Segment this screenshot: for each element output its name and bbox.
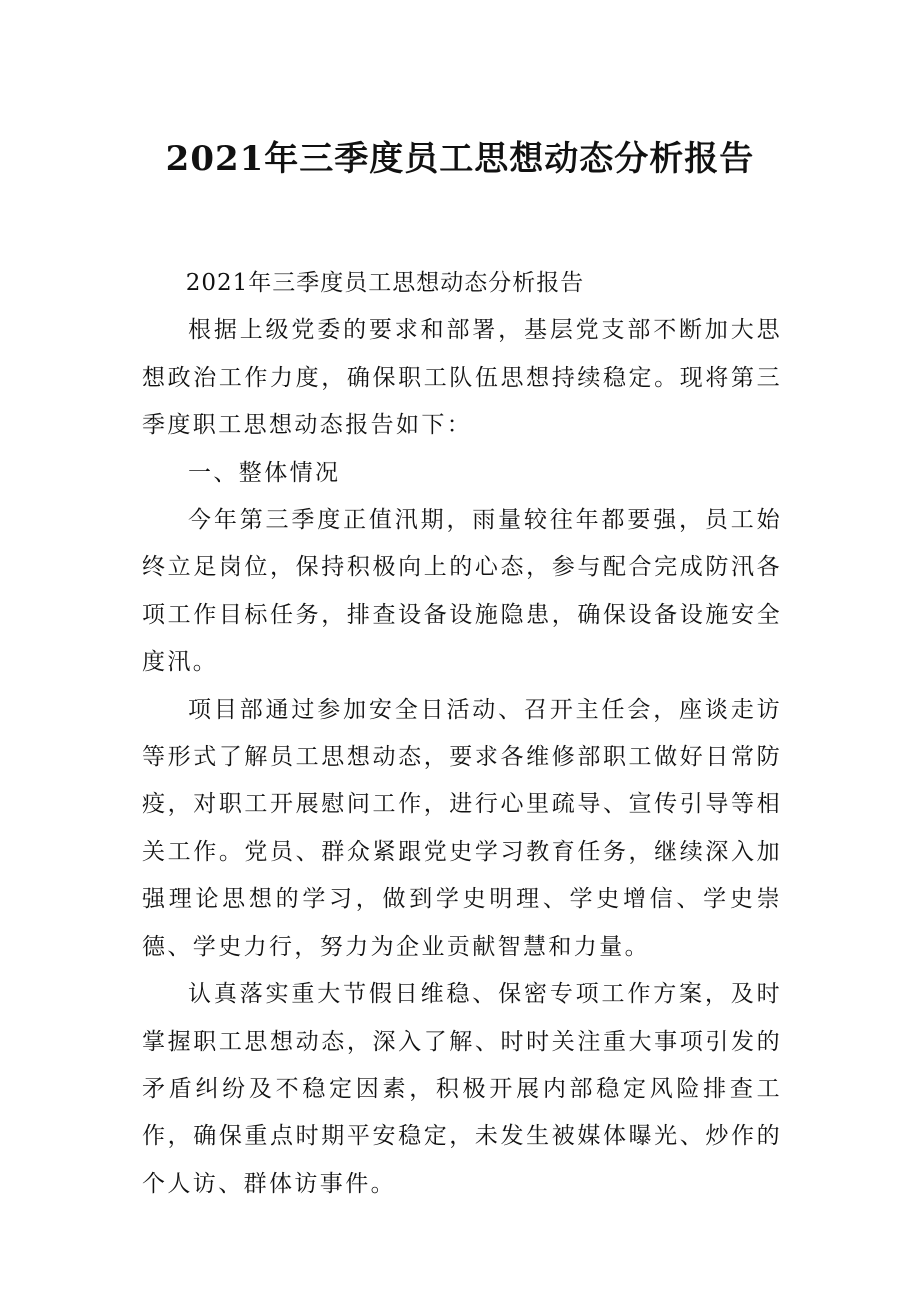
paragraph-stability: 认真落实重大节假日维稳、保密专项工作方案，及时掌握职工思想动态，深入了解、时时关注重大事项引发的矛盾纠纷及不稳定因素，积极开展内部稳定风险排查工作，确保重点时期平安稳定，未发生被媒体曝光、炒作的个人访、群体访事件。 <box>142 981 782 1197</box>
paragraph-intro: 根据上级党委的要求和部署，基层党支部不断加大思想政治工作力度，确保职工队伍思想持续稳定。现将第三季度职工思想动态报告如下： <box>142 317 782 439</box>
document-title: 2021年三季度员工思想动态分析报告 <box>165 138 755 179</box>
section-heading-overall: 一、整体情况 <box>188 459 341 486</box>
document-subtitle: 2021年三季度员工思想动态分析报告 <box>185 270 585 296</box>
paragraph-flood-season: 今年第三季度正值汛期，雨量较往年都要强，员工始终立足岗位，保持积极向上的心态，参与配合完成防汛各项工作目标任务，排查设备设施隐患，确保设备设施安全度汛。 <box>142 507 782 676</box>
paragraph-project-department: 项目部通过参加安全日活动、召开主任会，座谈走访等形式了解员工思想动态，要求各维修部职工做好日常防疫，对职工开展慰问工作，进行心里疏导、宣传引导等相关工作。党员、群众紧跟党史学习教育任务，继续深入加强理论思想的学习，做到学史明理、学史增信、学史崇德、学史力行，努力为企业贡献智慧和力量。 <box>142 696 782 960</box>
document-body <box>142 260 782 1208</box>
